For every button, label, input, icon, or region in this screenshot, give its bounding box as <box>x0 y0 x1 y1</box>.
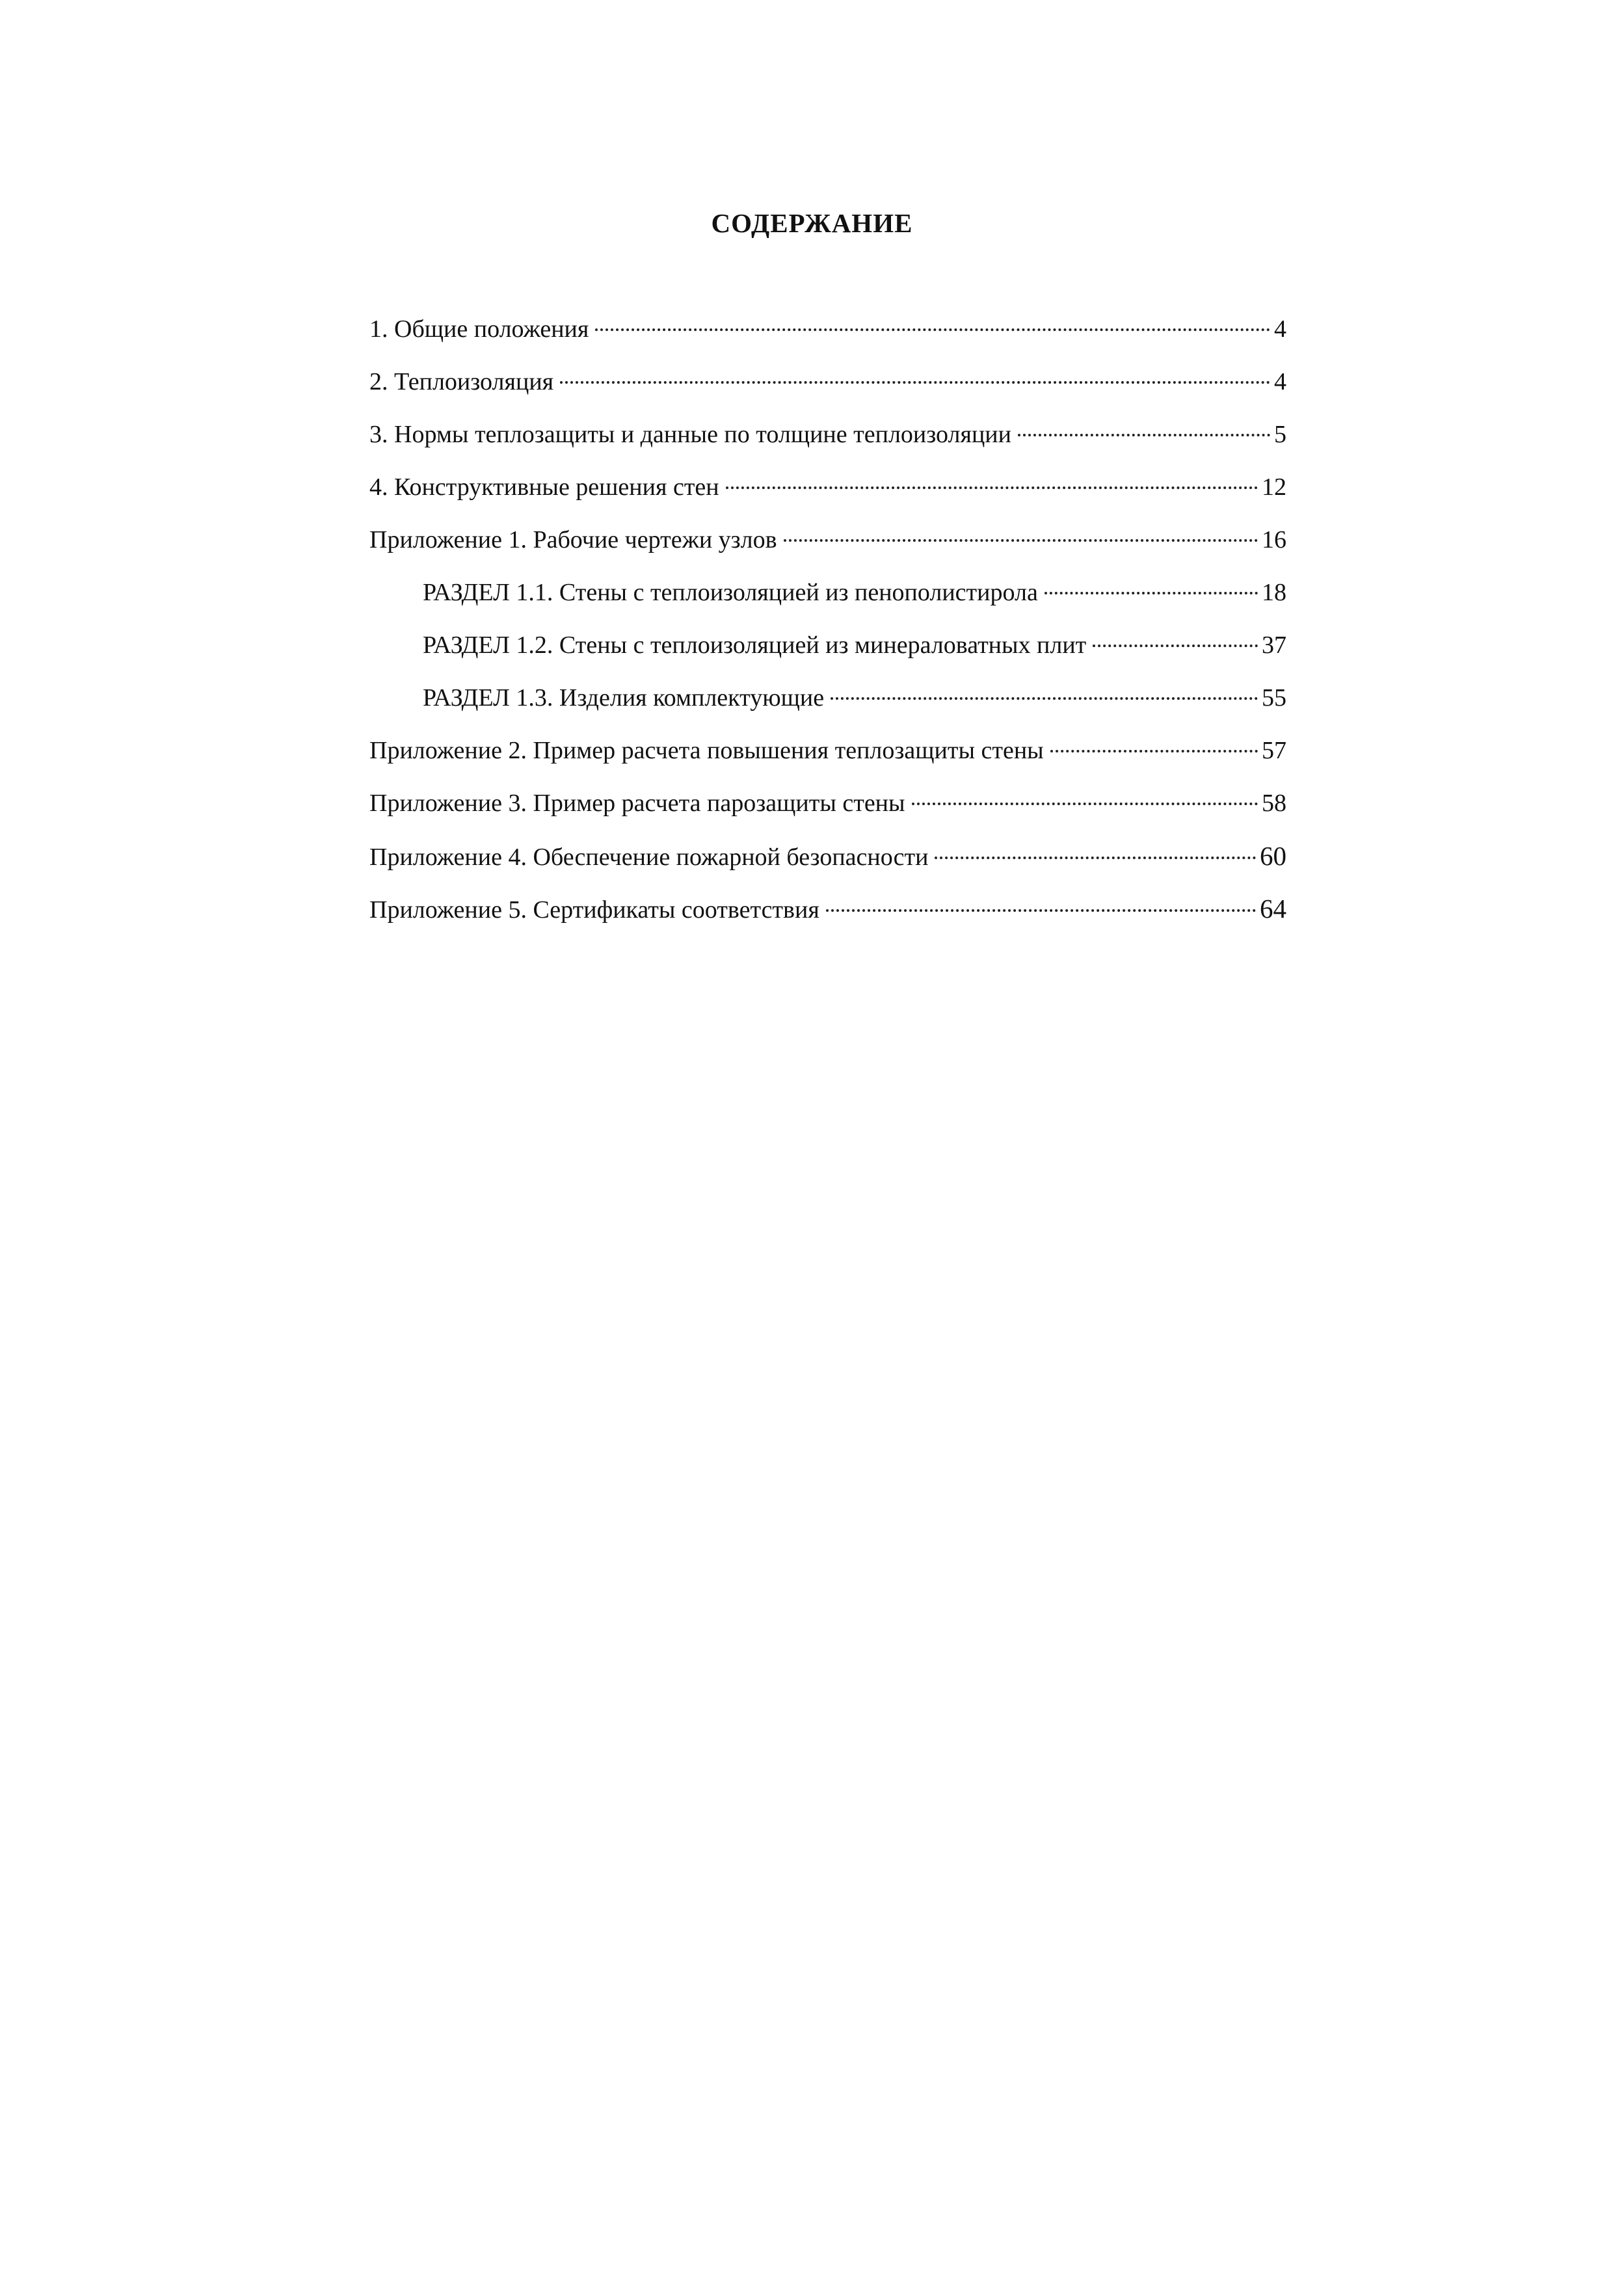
toc-entry-title: Приложение 2. Пример расчета повышения теплозащиты стены <box>369 737 1044 764</box>
toc-page-number: 4 <box>1274 368 1286 395</box>
toc-page-number: 60 <box>1260 841 1286 871</box>
page-title: СОДЕРЖАНИЕ <box>711 208 913 238</box>
toc-page-number: 12 <box>1262 473 1286 501</box>
toc-subentry[interactable] <box>423 574 1286 611</box>
toc-page-number: 4 <box>1274 315 1286 343</box>
toc-page-number: 64 <box>1260 894 1286 924</box>
toc-entry[interactable] <box>369 890 1286 927</box>
toc-entry[interactable] <box>369 311 1286 347</box>
toc-entry[interactable] <box>369 364 1286 400</box>
toc-leader-dots <box>1093 645 1258 647</box>
toc-leader-dots <box>784 539 1258 542</box>
toc-entry-title: 4. Конструктивные решения стен <box>369 473 719 501</box>
toc-page-number: 37 <box>1262 632 1286 659</box>
toc-page-number: 57 <box>1262 737 1286 764</box>
toc-entry-title: 2. Теплоизоляция <box>369 368 554 395</box>
toc-leader-dots <box>560 381 1270 384</box>
toc-subentry[interactable] <box>423 627 1286 663</box>
toc-entry[interactable] <box>369 416 1286 453</box>
toc-entry-title: РАЗДЕЛ 1.2. Стены с теплоизоляцией из минераловатных плит <box>423 632 1087 659</box>
toc-leader-dots <box>726 486 1258 489</box>
toc-leader-dots <box>826 909 1256 912</box>
toc-page-number: 55 <box>1262 684 1286 712</box>
toc-entry[interactable] <box>369 838 1286 874</box>
toc-entry-title: РАЗДЕЛ 1.3. Изделия комплектующие <box>423 684 825 712</box>
toc-leader-dots <box>935 857 1256 859</box>
toc-leader-dots <box>595 328 1270 331</box>
toc-entry[interactable] <box>369 785 1286 821</box>
toc-entry-title: Приложение 5. Сертификаты соответствия <box>369 896 819 924</box>
toc-entry-title: 1. Общие положения <box>369 315 589 343</box>
toc-entry-title: Приложение 4. Обеспечение пожарной безопасности <box>369 844 929 871</box>
toc-page-number: 58 <box>1262 790 1286 817</box>
toc-leader-dots <box>1050 750 1258 752</box>
toc-page-number: 18 <box>1262 579 1286 606</box>
toc-entry-title: 3. Нормы теплозащиты и данные по толщине теплоизоляции <box>369 421 1011 448</box>
toc-entry[interactable] <box>369 732 1286 769</box>
toc-entry-title: Приложение 1. Рабочие чертежи узлов <box>369 526 777 553</box>
toc-leader-dots <box>912 803 1258 805</box>
toc-leader-dots <box>1018 434 1270 436</box>
toc-entry[interactable] <box>369 469 1286 505</box>
toc-entry[interactable] <box>369 522 1286 558</box>
toc-leader-dots <box>1045 592 1258 594</box>
toc-page-number: 16 <box>1262 526 1286 553</box>
toc-entry-title: Приложение 3. Пример расчета парозащиты стены <box>369 790 905 817</box>
toc-subentry[interactable] <box>423 680 1286 716</box>
toc-leader-dots <box>831 697 1258 700</box>
toc-entry-title: РАЗДЕЛ 1.1. Стены с теплоизоляцией из пенополистирола <box>423 579 1038 606</box>
toc-page-number: 5 <box>1274 421 1286 448</box>
